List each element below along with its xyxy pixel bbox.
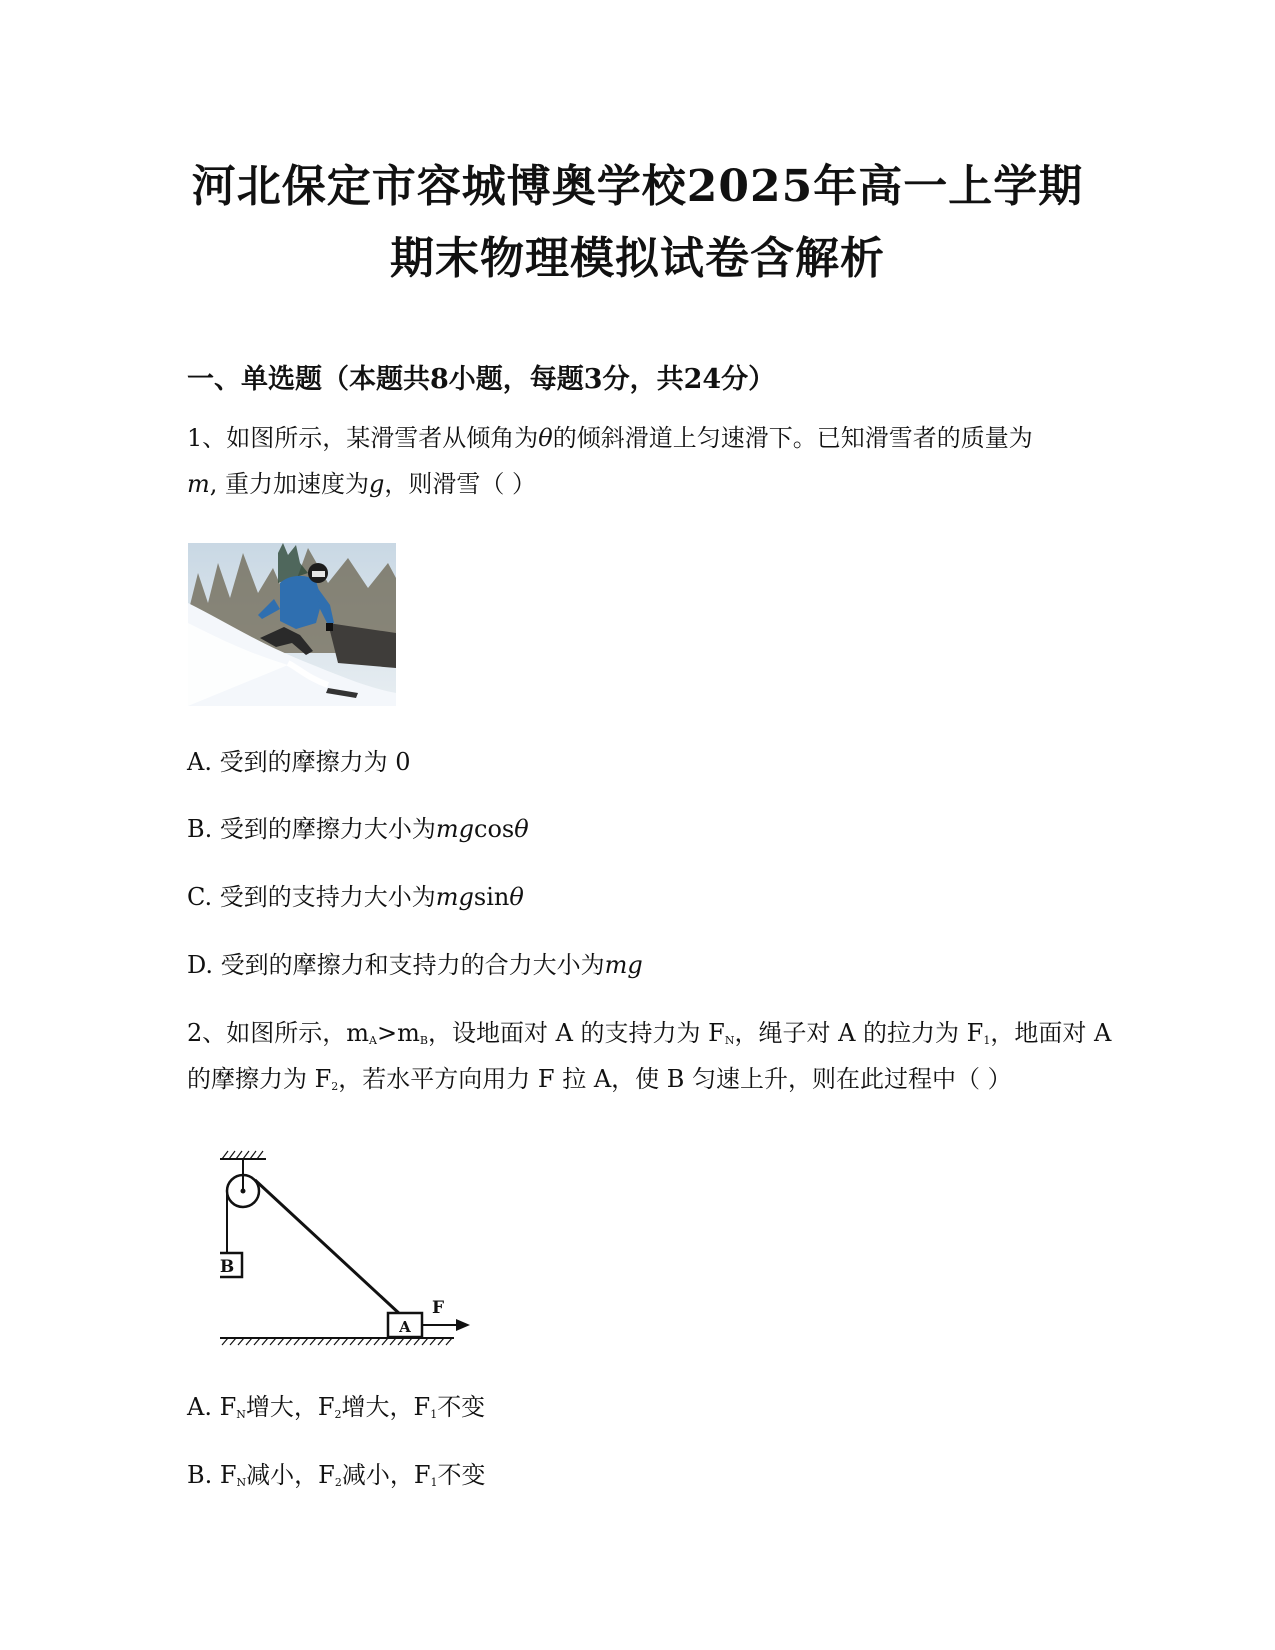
- q1-option-d-text: D. 受到的摩擦力和支持力的合力大小为: [187, 951, 605, 979]
- q1-option-c-sin: sin: [473, 883, 510, 911]
- q1-option-d: [187, 945, 643, 980]
- snowboarder-photo: [188, 543, 396, 706]
- block-b-label: B: [220, 1257, 235, 1277]
- q2-option-b: [187, 1455, 485, 1490]
- q1-option-b-mg: mg: [435, 815, 475, 843]
- q1-stem-text-c: , 重力加速度为: [209, 470, 370, 498]
- q2-ob-sub-1: 1: [430, 1476, 438, 1489]
- q1-stem-text-b: 的倾斜滑道上匀速滑下。已知滑雪者的质量为: [552, 424, 1033, 452]
- q2-oa-d: 不变: [437, 1393, 486, 1421]
- q1-option-b: [187, 809, 529, 844]
- q1-option-c-mg: mg: [435, 883, 474, 911]
- q2-option-a: [187, 1387, 485, 1422]
- q2-sub-2: 2: [331, 1080, 339, 1093]
- q1-option-a: A. 受到的摩擦力为 0: [187, 748, 411, 776]
- block-a-label: A: [399, 1318, 411, 1336]
- q2-text-b: ，设地面对 A 的支持力为 F: [427, 1019, 725, 1047]
- q1-gravity-symbol: g: [369, 470, 385, 498]
- q2-oa-sub-n: N: [236, 1408, 246, 1421]
- q2-sub-n: N: [724, 1034, 735, 1047]
- q2-sub-b: B: [419, 1034, 428, 1047]
- q2-ob-sub-2: 2: [334, 1476, 342, 1489]
- q2-ob-c: 减小，F: [341, 1461, 431, 1489]
- q1-theta: θ: [538, 424, 553, 452]
- q2-ob-sub-n: N: [236, 1476, 247, 1489]
- q2-stem-line-1: [187, 1013, 1111, 1048]
- q1-option-b-theta: θ: [514, 815, 529, 843]
- q2-sub-1: 1: [983, 1034, 991, 1047]
- q1-stem-text-a: 1、如图所示，某滑雪者从倾角为: [187, 424, 539, 452]
- pulley-diagram: [220, 1143, 500, 1353]
- q1-stem-line-2: [187, 464, 536, 499]
- q2-oa-a: A. F: [187, 1393, 237, 1421]
- q2-oa-sub-1: 1: [430, 1408, 438, 1421]
- q2-oa-b: 增大，F: [245, 1393, 335, 1421]
- q2-stem-line-2: [187, 1059, 1012, 1094]
- q2-ob-b: 减小，F: [246, 1461, 335, 1489]
- q1-stem-line-1: [187, 418, 1033, 453]
- q1-option-d-mg: mg: [604, 951, 643, 979]
- document-title-line-2: 期末物理模拟试卷含解析: [390, 233, 885, 284]
- q2-text-d: ，地面对 A: [990, 1019, 1112, 1047]
- q2-oa-c: 增大，F: [341, 1393, 431, 1421]
- q2-text-e: 的摩擦力为 F: [187, 1065, 332, 1093]
- q1-option-c: [187, 877, 524, 912]
- q2-oa-sub-2: 2: [334, 1408, 342, 1421]
- q2-ob-d: 不变: [437, 1461, 486, 1489]
- q2-sub-a: A: [369, 1034, 377, 1047]
- q1-option-b-text: B. 受到的摩擦力大小为: [187, 815, 436, 843]
- force-label: F: [431, 1298, 445, 1318]
- q2-text-c: ，绳子对 A 的拉力为 F: [734, 1019, 984, 1047]
- q1-mass-symbol: m: [187, 470, 210, 498]
- q1-option-c-theta: θ: [509, 883, 524, 911]
- q2-text-gt: >m: [376, 1019, 420, 1047]
- q1-stem-text-d: ，则滑雪（ ）: [384, 470, 537, 498]
- document-title-line-1: 河北保定市容城博奥学校2025年高一上学期: [191, 161, 1084, 212]
- section-heading: 一、单选题（本题共8小题，每题3分，共24分）: [187, 364, 776, 395]
- q1-option-c-text: C. 受到的支持力大小为: [187, 883, 436, 911]
- q1-option-b-cos: cos: [474, 815, 515, 843]
- q2-text-a: 2、如图所示，m: [187, 1019, 370, 1047]
- q2-ob-a: B. F: [187, 1461, 237, 1489]
- q2-text-f: ，若水平方向用力 F 拉 A，使 B 匀速上升，则在此过程中（ ）: [338, 1065, 1012, 1093]
